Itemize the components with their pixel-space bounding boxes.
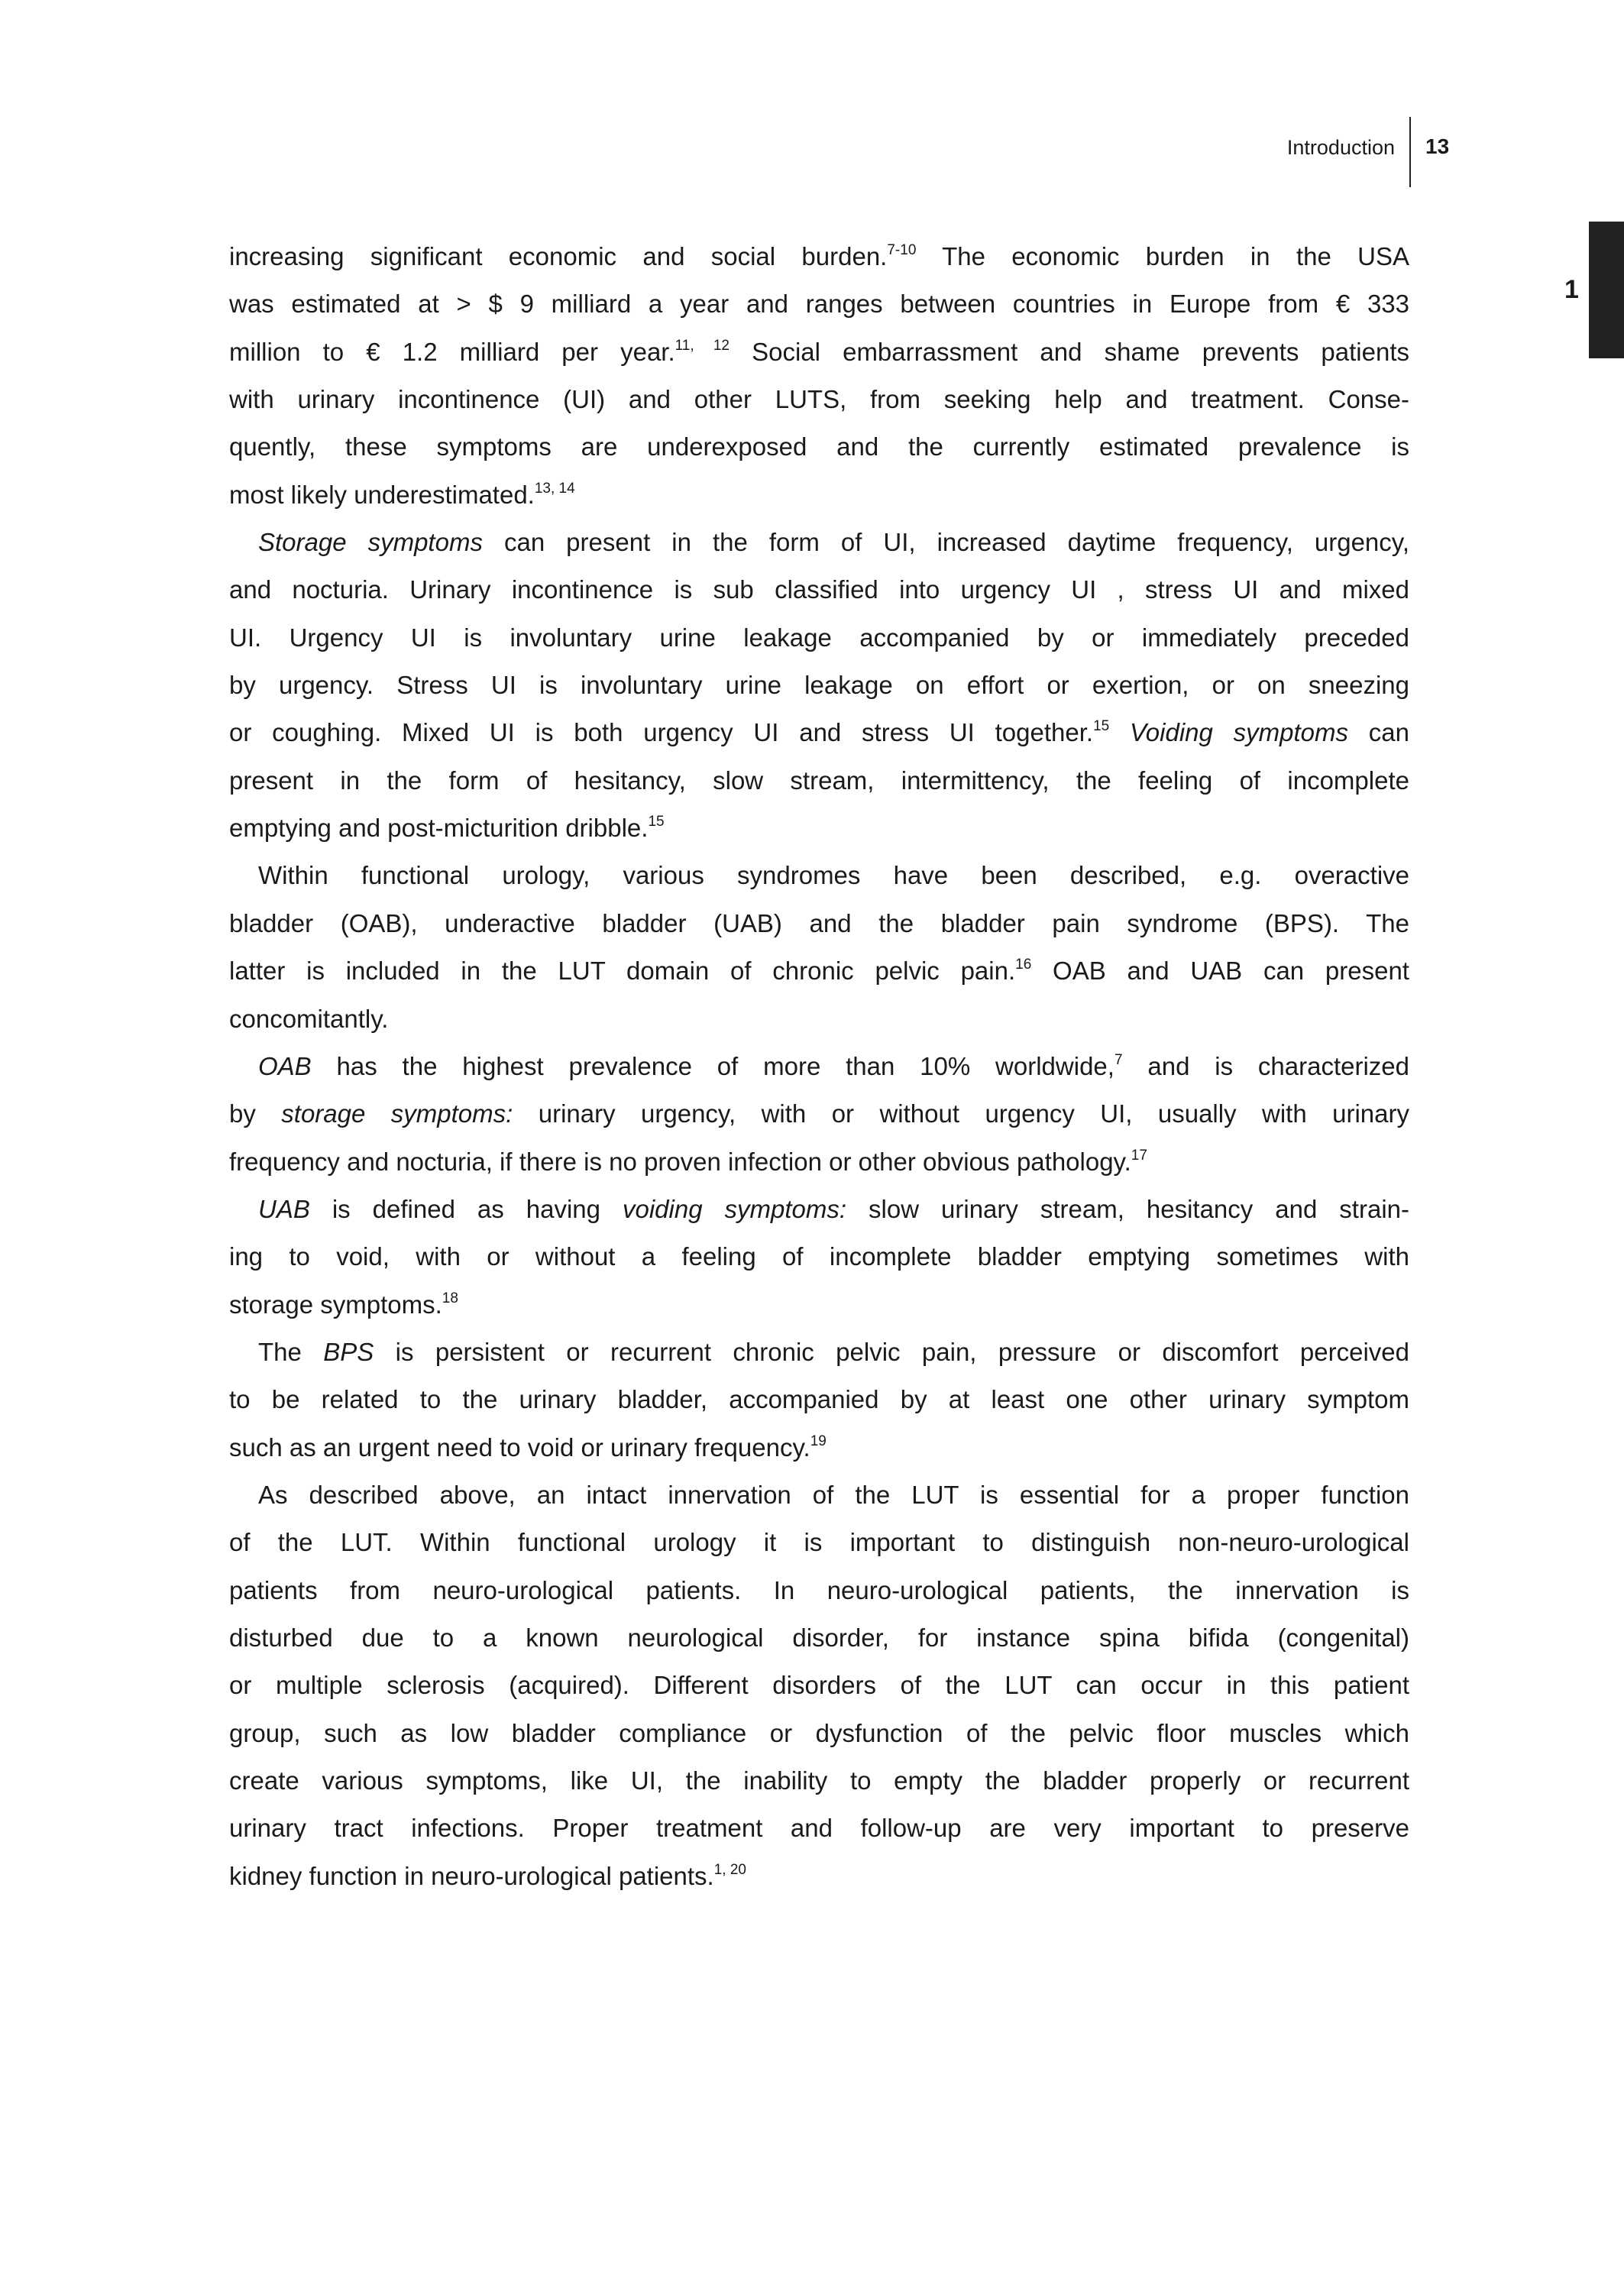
text-line bbox=[229, 1853, 1409, 1900]
text-run: emptying and post-micturition dribble. bbox=[229, 814, 649, 843]
citation-superscript: 7 bbox=[1114, 1051, 1123, 1068]
text-run: bladder (OAB), underactive bladder (UAB) and the bladder pain syndrome (BPS). The bbox=[229, 908, 1409, 937]
italic-term: Storage symptoms bbox=[258, 528, 483, 557]
citation-superscript: 18 bbox=[442, 1290, 458, 1306]
text-line bbox=[229, 1519, 1409, 1566]
text-line bbox=[229, 423, 1409, 471]
text-line bbox=[229, 1376, 1409, 1423]
text-run: storage symptoms. bbox=[229, 1290, 442, 1319]
text-run: slow urinary stream, hesitancy and strain- bbox=[846, 1194, 1409, 1223]
text-run: Within functional urology, various syndromes have been described, e.g. overactive bbox=[258, 861, 1409, 890]
text-run: As described above, an intact innervation of the LUT is essential for a proper function bbox=[258, 1480, 1409, 1509]
citation-superscript: 7-10 bbox=[887, 242, 917, 258]
text-line bbox=[229, 1281, 1409, 1329]
italic-term: UAB bbox=[258, 1194, 310, 1223]
text-line bbox=[229, 376, 1409, 423]
text-line bbox=[229, 280, 1409, 328]
italic-term: Voiding symptoms bbox=[1130, 718, 1349, 747]
text-line bbox=[229, 1662, 1409, 1709]
text-line bbox=[229, 1805, 1409, 1852]
text-run: most likely underestimated. bbox=[229, 480, 535, 509]
body-text bbox=[229, 233, 1409, 1900]
text-run: quently, these symptoms are underexposed and the currently estimated prevalence is bbox=[229, 432, 1409, 461]
text-run: by urgency. Stress UI is involuntary urine leakage on effort or exertion, or on sneezing bbox=[229, 671, 1409, 700]
text-run: patients from neuro-urological patients. In neuro-urological patients, the innervation is bbox=[229, 1575, 1409, 1604]
text-run: million to € 1.2 milliard per year. bbox=[229, 337, 675, 366]
text-line bbox=[229, 1614, 1409, 1662]
text-line bbox=[229, 519, 1409, 566]
text-run: with urinary incontinence (UI) and other LUTS, from seeking help and treatment. Conse- bbox=[229, 385, 1409, 414]
citation-superscript: 15 bbox=[648, 814, 665, 830]
text-line bbox=[229, 233, 1409, 280]
citation-superscript: 17 bbox=[1131, 1147, 1147, 1164]
italic-term: voiding symptoms: bbox=[622, 1194, 847, 1223]
text-line bbox=[229, 947, 1409, 995]
text-run: OAB and UAB can present bbox=[1031, 957, 1409, 986]
text-run: urinary urgency, with or without urgency UI, usually with urinary bbox=[513, 1099, 1409, 1128]
chapter-number: 1 bbox=[1564, 275, 1579, 304]
text-line bbox=[229, 804, 1409, 852]
text-line bbox=[229, 1138, 1409, 1186]
text-line bbox=[229, 566, 1409, 613]
citation-superscript: 13, 14 bbox=[534, 480, 575, 497]
text-run: kidney function in neuro-urological patients. bbox=[229, 1861, 714, 1890]
text-line bbox=[229, 1757, 1409, 1805]
italic-term: storage symptoms: bbox=[281, 1099, 513, 1128]
text-line bbox=[229, 329, 1409, 376]
citation-superscript: 15 bbox=[1093, 718, 1110, 735]
text-line bbox=[229, 1471, 1409, 1519]
citation-superscript: 11, 12 bbox=[675, 337, 730, 354]
text-run: increasing significant economic and social burden. bbox=[229, 242, 888, 270]
text-run: create various symptoms, like UI, the inability to empty the bladder properly or recurrent bbox=[229, 1766, 1409, 1795]
text-line bbox=[229, 852, 1409, 899]
text-line bbox=[229, 1710, 1409, 1757]
italic-term: OAB bbox=[258, 1051, 312, 1080]
italic-term: BPS bbox=[323, 1337, 374, 1366]
page-number: 13 bbox=[1425, 134, 1450, 158]
text-line bbox=[229, 662, 1409, 709]
text-run: to be related to the urinary bladder, accompanied by at least one other urinary symptom bbox=[229, 1385, 1409, 1414]
text-run: was estimated at > $ 9 milliard a year and ranges between countries in Europe from € 333 bbox=[229, 290, 1409, 319]
text-run: urinary tract infections. Proper treatment and follow-up are very important to preserve bbox=[229, 1814, 1409, 1843]
text-line bbox=[229, 1186, 1409, 1233]
text-run: UI. Urgency UI is involuntary urine leakage accompanied by or immediately preceded bbox=[229, 623, 1409, 652]
text-line bbox=[229, 757, 1409, 804]
text-run: The economic burden in the USA bbox=[916, 242, 1409, 270]
text-line bbox=[229, 1567, 1409, 1614]
text-line bbox=[229, 900, 1409, 947]
text-line bbox=[229, 1090, 1409, 1138]
citation-superscript: 16 bbox=[1015, 957, 1032, 973]
citation-superscript: 19 bbox=[810, 1432, 827, 1449]
text-run: group, such as low bladder compliance or dysfunction of the pelvic floor muscles which bbox=[229, 1718, 1409, 1747]
text-line bbox=[229, 1043, 1409, 1090]
text-run: is persistent or recurrent chronic pelvic pain, pressure or discomfort perceived bbox=[374, 1337, 1409, 1366]
text-run: The bbox=[258, 1337, 324, 1366]
text-run: is defined as having bbox=[309, 1194, 623, 1223]
header-divider bbox=[1409, 117, 1411, 187]
text-run: has the highest prevalence of more than 10% worldwide, bbox=[311, 1051, 1114, 1080]
text-line bbox=[229, 1329, 1409, 1376]
text-line bbox=[229, 471, 1409, 519]
text-line bbox=[229, 1233, 1409, 1280]
chapter-thumb-tab bbox=[1589, 222, 1624, 358]
text-run: concomitantly. bbox=[229, 1004, 389, 1033]
text-run: such as an urgent need to void or urinary frequency. bbox=[229, 1432, 810, 1462]
text-run: or coughing. Mixed UI is both urgency UI and stress UI together. bbox=[229, 718, 1094, 747]
text-run: and nocturia. Urinary incontinence is sub classified into urgency UI , stress UI and mixed bbox=[229, 575, 1409, 604]
running-head-section: Introduction bbox=[1286, 136, 1395, 159]
text-run: and is characterized bbox=[1122, 1051, 1409, 1080]
text-run: frequency and nocturia, if there is no proven infection or other obvious pathology. bbox=[229, 1147, 1131, 1176]
text-run: present in the form of hesitancy, slow stream, intermittency, the feeling of incomplete bbox=[229, 766, 1409, 795]
text-run bbox=[1109, 718, 1130, 746]
text-run: Social embarrassment and shame prevents patients bbox=[730, 337, 1409, 366]
text-run: of the LUT. Within functional urology it is important to distinguish non-neuro-urological bbox=[229, 1528, 1409, 1557]
text-run: ing to void, with or without a feeling of incomplete bladder emptying sometimes with bbox=[229, 1242, 1409, 1271]
text-run: can bbox=[1348, 718, 1410, 747]
text-line bbox=[229, 995, 1409, 1043]
text-run: can present in the form of UI, increased daytime frequency, urgency, bbox=[482, 528, 1409, 557]
text-line bbox=[229, 614, 1409, 662]
text-run: latter is included in the LUT domain of chronic pelvic pain. bbox=[229, 957, 1016, 986]
text-line bbox=[229, 709, 1409, 756]
text-run: by bbox=[229, 1099, 282, 1128]
text-run: or multiple sclerosis (acquired). Different disorders of the LUT can occur in this patient bbox=[229, 1671, 1409, 1700]
text-line bbox=[229, 1424, 1409, 1471]
text-run: disturbed due to a known neurological disorder, for instance spina bifida (congenital) bbox=[229, 1623, 1409, 1652]
citation-superscript: 1, 20 bbox=[713, 1861, 746, 1878]
